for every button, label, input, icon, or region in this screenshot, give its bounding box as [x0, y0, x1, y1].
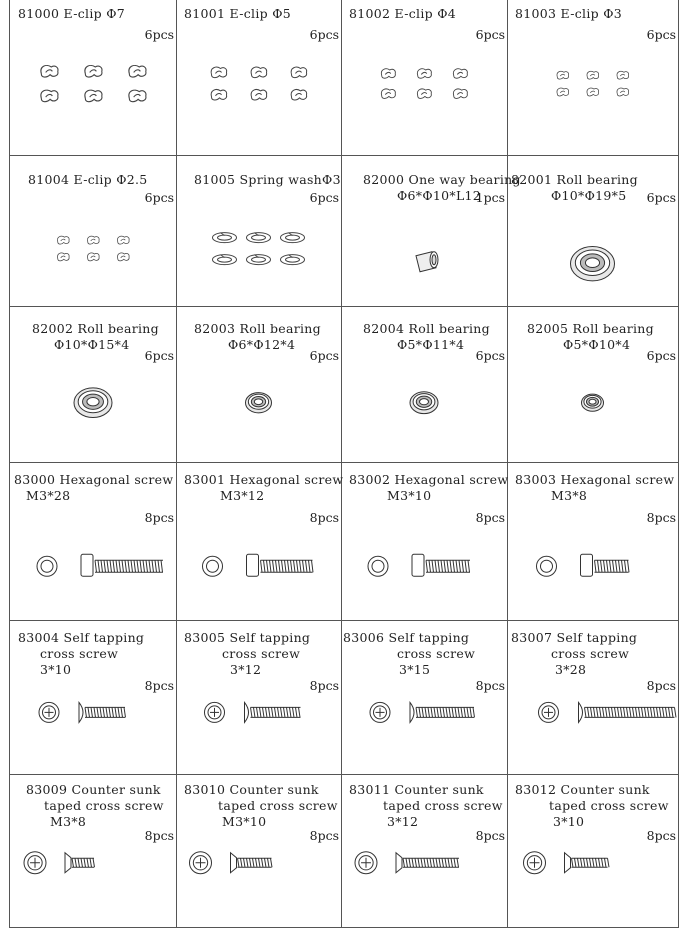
part-title: 81002 E-clip Φ4 [349, 6, 456, 21]
part-quantity: 8pcs [309, 510, 339, 525]
roll-bearing-icon [341, 306, 507, 462]
part-cell [507, 0, 678, 155]
part-quantity: 6pcs [646, 348, 676, 363]
part-title: 83006 Self tapping [343, 630, 470, 645]
part-spec: Φ6*Φ12*4 [228, 337, 296, 352]
part-spec: M3*12 [220, 488, 265, 503]
part-title: 82005 Roll bearing [527, 321, 654, 336]
part-spec: taped cross screw [218, 798, 338, 813]
part-title: 81004 E-clip Φ2.5 [28, 172, 148, 187]
self-tapping-screw-icon [341, 620, 507, 774]
part-quantity: 6pcs [475, 27, 505, 42]
part-quantity: 6pcs [475, 348, 505, 363]
roll-bearing-icon [507, 155, 678, 306]
roll-bearing-icon [176, 306, 341, 462]
part-title: 83007 Self tapping [511, 630, 638, 645]
part-title: 82003 Roll bearing [194, 321, 321, 336]
part-cell [10, 0, 176, 155]
part-title: 82004 Roll bearing [363, 321, 490, 336]
part-spec: Φ10*Φ19*5 [551, 188, 627, 203]
self-tapping-screw-icon [10, 620, 176, 774]
part-title: 83003 Hexagonal screw [515, 472, 675, 487]
part-spec: Φ5*Φ10*4 [563, 337, 631, 352]
part-title: 81001 E-clip Φ5 [184, 6, 291, 21]
part-title: 83001 Hexagonal screw [184, 472, 344, 487]
e-clip-icon [341, 0, 507, 155]
part-cell [507, 155, 678, 306]
part-spec: M3*10 [387, 488, 432, 503]
countersunk-screw-icon [176, 774, 341, 927]
part-spec: 3*28 [555, 662, 587, 677]
e-clip-icon [176, 0, 341, 155]
spring-washer-icon [176, 155, 341, 306]
part-quantity: 8pcs [475, 678, 505, 693]
hex-screw-icon [10, 462, 176, 620]
part-cell [341, 620, 507, 774]
part-cell [10, 155, 176, 306]
part-quantity: 6pcs [144, 27, 174, 42]
part-cell [176, 462, 344, 620]
part-spec: M3*10 [222, 814, 267, 829]
part-spec: cross screw [551, 646, 630, 661]
e-clip-icon [10, 0, 176, 155]
part-spec: 3*10 [40, 662, 72, 677]
part-quantity: 8pcs [646, 828, 676, 843]
part-title: 81005 Spring washΦ3 [194, 172, 341, 187]
part-cell [176, 0, 341, 155]
part-spec: taped cross screw [549, 798, 669, 813]
part-cell [507, 774, 678, 927]
part-title: 82000 One way bearing [363, 172, 521, 187]
part-quantity: 8pcs [144, 510, 174, 525]
part-cell [10, 462, 176, 620]
part-spec: 3*12 [387, 814, 419, 829]
hex-screw-icon [176, 462, 344, 620]
part-cell [10, 774, 176, 927]
part-title: 83000 Hexagonal screw [14, 472, 174, 487]
part-cell [176, 620, 341, 774]
self-tapping-screw-icon [507, 620, 678, 774]
part-quantity: 8pcs [144, 678, 174, 693]
part-quantity: 6pcs [646, 27, 676, 42]
part-cell [341, 155, 521, 306]
part-quantity: 6pcs [646, 190, 676, 205]
part-quantity: 8pcs [646, 678, 676, 693]
part-cell [507, 462, 678, 620]
part-title: 83009 Counter sunk [26, 782, 161, 797]
part-cell [341, 462, 507, 620]
part-spec: 3*10 [553, 814, 585, 829]
part-cell [507, 620, 678, 774]
part-cell [176, 155, 341, 306]
part-quantity: 6pcs [309, 27, 339, 42]
countersunk-screw-icon [341, 774, 507, 927]
part-title: 82002 Roll bearing [32, 321, 159, 336]
hex-screw-icon [341, 462, 507, 620]
part-cell [507, 306, 678, 462]
self-tapping-screw-icon [176, 620, 341, 774]
part-spec: taped cross screw [383, 798, 503, 813]
part-cell [341, 774, 507, 927]
part-quantity: 8pcs [309, 828, 339, 843]
roll-bearing-icon [507, 306, 678, 462]
part-quantity: 8pcs [475, 510, 505, 525]
part-cell [341, 306, 507, 462]
part-title: 83002 Hexagonal screw [349, 472, 509, 487]
part-title: 83011 Counter sunk [349, 782, 484, 797]
part-title: 83012 Counter sunk [515, 782, 650, 797]
part-spec: cross screw [222, 646, 301, 661]
part-quantity: 8pcs [309, 678, 339, 693]
part-quantity: 8pcs [144, 828, 174, 843]
e-clip-icon [507, 0, 678, 155]
part-quantity: 1pcs [475, 190, 505, 205]
part-spec: cross screw [40, 646, 119, 661]
part-cell [341, 0, 507, 155]
part-quantity: 8pcs [646, 510, 676, 525]
countersunk-screw-icon [507, 774, 678, 927]
part-title: 81000 E-clip Φ7 [18, 6, 125, 21]
part-spec: 3*12 [230, 662, 262, 677]
part-quantity: 6pcs [144, 348, 174, 363]
part-spec: M3*8 [551, 488, 588, 503]
part-title: 82001 Roll bearing [511, 172, 638, 187]
part-cell [176, 774, 341, 927]
part-spec: Φ10*Φ15*4 [54, 337, 130, 352]
part-quantity: 8pcs [475, 828, 505, 843]
part-spec: M3*8 [50, 814, 87, 829]
part-cell [176, 306, 341, 462]
part-cell [10, 306, 176, 462]
part-spec: cross screw [397, 646, 476, 661]
one-way-bearing-icon [341, 155, 507, 306]
part-quantity: 6pcs [309, 348, 339, 363]
part-quantity: 6pcs [309, 190, 339, 205]
part-title: 83005 Self tapping [184, 630, 311, 645]
parts-list-sheet [9, 0, 679, 928]
countersunk-screw-icon [10, 774, 176, 927]
part-title: 81003 E-clip Φ3 [515, 6, 622, 21]
part-spec: 3*15 [399, 662, 431, 677]
part-quantity: 6pcs [144, 190, 174, 205]
part-spec: Φ5*Φ11*4 [397, 337, 465, 352]
hex-screw-icon [507, 462, 678, 620]
e-clip-icon [10, 155, 176, 306]
part-spec: M3*28 [26, 488, 71, 503]
roll-bearing-icon [10, 306, 176, 462]
part-title: 83010 Counter sunk [184, 782, 319, 797]
part-spec: taped cross screw [44, 798, 164, 813]
part-title: 83004 Self tapping [18, 630, 145, 645]
part-cell [10, 620, 176, 774]
part-spec: Φ6*Φ10*L12 [397, 188, 482, 203]
